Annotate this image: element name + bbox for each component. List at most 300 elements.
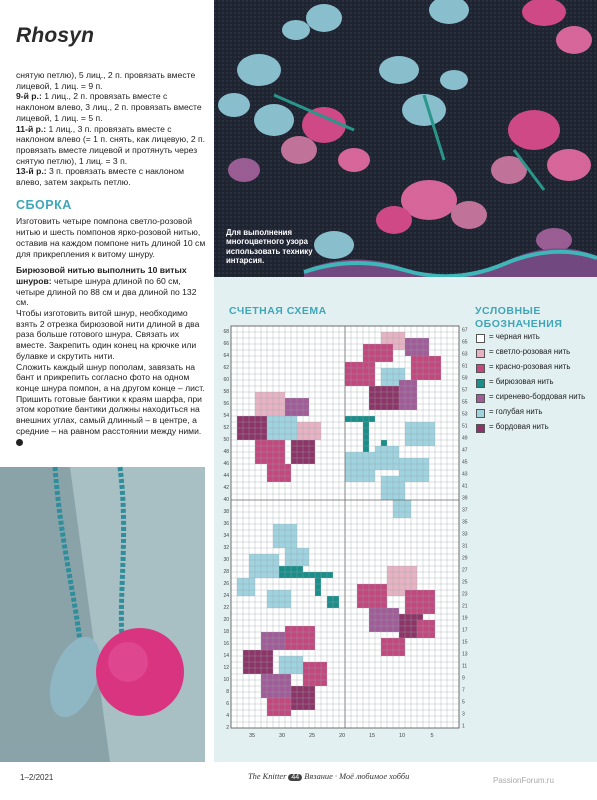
chart-cell	[255, 392, 261, 398]
legend-swatch	[476, 349, 485, 358]
chart-cell	[303, 422, 309, 428]
chart-cell	[381, 356, 387, 362]
row-label: 47	[462, 447, 468, 454]
chart-cell	[291, 428, 297, 434]
chart-cell	[267, 566, 273, 572]
instructions-paragraph: снятую петлю), 5 лиц., 2 п. провязать вместе лицевой, 1 лиц. = 9 п.	[16, 70, 196, 91]
chart-cell	[249, 578, 255, 584]
chart-cell	[297, 398, 303, 404]
chart-cell	[405, 566, 411, 572]
chart-cell	[381, 638, 387, 644]
chart-cell	[297, 704, 303, 710]
chart-cell	[399, 494, 405, 500]
chart-cell	[387, 452, 393, 458]
chart-cell	[255, 668, 261, 674]
instructions-column	[16, 70, 206, 447]
chart-cell	[237, 428, 243, 434]
chart-cell	[261, 638, 267, 644]
chart-cell	[387, 446, 393, 452]
chart-cell	[285, 686, 291, 692]
chart-cell	[393, 626, 399, 632]
chart-cell	[273, 452, 279, 458]
chart-cell	[297, 668, 303, 674]
chart-cell	[291, 560, 297, 566]
row-13-instruction: 13-й р.: 3 п. провязать вместе с наклоном влево, затем закрыть петлю.	[16, 166, 185, 188]
chart-cell	[399, 368, 405, 374]
chart-cell	[381, 464, 387, 470]
chart-cell	[405, 470, 411, 476]
chart-cell	[279, 398, 285, 404]
chart-cell	[387, 494, 393, 500]
chart-cell	[273, 434, 279, 440]
chart-cell	[369, 476, 375, 482]
chart-cell	[285, 632, 291, 638]
chart-cell	[363, 452, 369, 458]
chart-cell	[411, 356, 417, 362]
chart-cell	[393, 608, 399, 614]
chart-cell	[429, 362, 435, 368]
chart-cell	[285, 434, 291, 440]
chart-cell	[411, 440, 417, 446]
chart-cell	[291, 410, 297, 416]
row-label-left: 6	[226, 701, 229, 708]
chart-cell	[345, 416, 351, 422]
chart-cell	[411, 338, 417, 344]
row-label-left: 4	[226, 713, 229, 720]
chart-cell	[273, 680, 279, 686]
chart-cell	[429, 356, 435, 362]
chart-cell	[375, 386, 381, 392]
chart-cell	[237, 434, 243, 440]
chart-cell	[399, 644, 405, 650]
chart-cell	[267, 416, 273, 422]
chart-cell	[261, 650, 267, 656]
chart-cell	[291, 632, 297, 638]
chart-cell	[399, 566, 405, 572]
chart-cell	[393, 374, 399, 380]
chart-cell	[411, 350, 417, 356]
chart-cell	[285, 464, 291, 470]
chart-cell	[363, 590, 369, 596]
chart-cell	[381, 398, 387, 404]
chart-cell	[381, 392, 387, 398]
chart-cell	[267, 470, 273, 476]
chart-cell	[423, 422, 429, 428]
chart-cell	[303, 428, 309, 434]
chart-cell	[297, 656, 303, 662]
chart-cell	[381, 350, 387, 356]
chart-cell	[363, 350, 369, 356]
chart-cell	[285, 596, 291, 602]
chart-cell	[261, 644, 267, 650]
chart-cell	[273, 458, 279, 464]
legend-label: = бирюзовая нить	[489, 377, 554, 386]
chart-cell	[423, 590, 429, 596]
chart-cell	[363, 362, 369, 368]
chart-cell	[267, 560, 273, 566]
chart-cell	[399, 374, 405, 380]
row-label: 59	[462, 375, 468, 382]
chart-cell	[411, 590, 417, 596]
chart-cell	[363, 602, 369, 608]
chart-cell	[309, 458, 315, 464]
chart-cell	[393, 494, 399, 500]
chart-cell	[303, 644, 309, 650]
chart-cell	[297, 440, 303, 446]
chart-cell	[393, 644, 399, 650]
chart-cell	[345, 362, 351, 368]
chart-cell	[351, 416, 357, 422]
chart-cell	[387, 584, 393, 590]
chart-cell	[405, 614, 411, 620]
chart-cell	[387, 644, 393, 650]
chart-cell	[255, 554, 261, 560]
chart-cell	[321, 668, 327, 674]
chart-cell	[381, 380, 387, 386]
row-label: 57	[462, 387, 468, 394]
chart-cell	[255, 428, 261, 434]
row-label: 43	[462, 471, 468, 478]
chart-cell	[243, 656, 249, 662]
chart-cell	[363, 380, 369, 386]
chart-cell	[387, 476, 393, 482]
chart-cell	[381, 494, 387, 500]
chart-cell	[369, 386, 375, 392]
chart-cell	[435, 362, 441, 368]
chart-cell	[261, 452, 267, 458]
chart-cell	[369, 398, 375, 404]
chart-cell	[273, 698, 279, 704]
chart-cell	[417, 338, 423, 344]
chart-cell	[273, 440, 279, 446]
chart-cell	[279, 572, 285, 578]
chart-cell	[423, 440, 429, 446]
chart-cell	[261, 692, 267, 698]
row-label-left: 54	[223, 413, 229, 420]
chart-cell	[417, 602, 423, 608]
chart-cell	[327, 596, 333, 602]
chart-cell	[393, 368, 399, 374]
chart-cell	[309, 704, 315, 710]
chart-cell	[387, 626, 393, 632]
chart-cell	[315, 434, 321, 440]
chart-cell	[393, 458, 399, 464]
photo-caption: Для выполнения многоцветного узора использовать технику интарсия.	[226, 228, 313, 266]
chart-cell	[375, 350, 381, 356]
chart-cell	[297, 626, 303, 632]
chart-cell	[309, 440, 315, 446]
chart-cell	[387, 374, 393, 380]
row-label-left: 48	[223, 449, 229, 456]
chart-cell	[297, 686, 303, 692]
legend-item	[476, 423, 591, 433]
chart-cell	[303, 458, 309, 464]
chart-cell	[351, 470, 357, 476]
chart-cell	[399, 584, 405, 590]
legend-item	[476, 408, 591, 418]
chart-cell	[405, 512, 411, 518]
row-label-left: 44	[223, 473, 229, 480]
row-label-left: 14	[223, 653, 229, 660]
chart-cell	[279, 416, 285, 422]
chart-cell	[267, 692, 273, 698]
chart-cell	[369, 416, 375, 422]
chart-cell	[399, 392, 405, 398]
legend-label: = голубая нить	[489, 407, 543, 416]
chart-cell	[351, 452, 357, 458]
chart-cell	[273, 524, 279, 530]
chart-cell	[393, 614, 399, 620]
chart-cell	[273, 398, 279, 404]
chart-cell	[267, 596, 273, 602]
chart-cell	[381, 596, 387, 602]
chart-cell	[315, 662, 321, 668]
chart-cell	[405, 602, 411, 608]
chart-cell	[279, 446, 285, 452]
chart-cell	[411, 404, 417, 410]
chart-cell	[297, 446, 303, 452]
chart-cell	[309, 428, 315, 434]
chart-cell	[393, 638, 399, 644]
chart-cell	[393, 584, 399, 590]
chart-cell	[255, 566, 261, 572]
chart-cell	[267, 686, 273, 692]
chart-cell	[387, 404, 393, 410]
chart-cell	[273, 638, 279, 644]
chart-cell	[267, 650, 273, 656]
chart-cell	[309, 572, 315, 578]
chart-cell	[249, 656, 255, 662]
chart-cell	[399, 404, 405, 410]
chart-cell	[249, 422, 255, 428]
chart-cell	[411, 470, 417, 476]
chart-cell	[381, 368, 387, 374]
chart-cell	[363, 596, 369, 602]
row-label-left: 32	[223, 545, 229, 552]
legend-item	[476, 348, 591, 358]
chart-cell	[357, 602, 363, 608]
chart-cell	[303, 554, 309, 560]
chart-cell	[291, 536, 297, 542]
chart-cell	[369, 452, 375, 458]
chart-cell	[261, 632, 267, 638]
chart-cell	[243, 422, 249, 428]
chart-cell	[267, 428, 273, 434]
row-label-left: 60	[223, 377, 229, 384]
chart-cell	[267, 638, 273, 644]
chart-cell	[279, 536, 285, 542]
chart-cell	[333, 602, 339, 608]
chart-cell	[411, 344, 417, 350]
chart-cell	[273, 410, 279, 416]
chart-cell	[279, 632, 285, 638]
chart-cell	[405, 464, 411, 470]
chart-cell	[267, 554, 273, 560]
chart-cell	[267, 446, 273, 452]
legend-title: УСЛОВНЫЕ ОБОЗНАЧЕНИЯ	[475, 305, 563, 330]
chart-cell	[249, 668, 255, 674]
chart-cell	[309, 644, 315, 650]
row-label: 41	[462, 483, 468, 490]
chart-cell	[285, 656, 291, 662]
chart-cell	[405, 386, 411, 392]
row-label: 17	[462, 627, 468, 634]
chart-cell	[363, 374, 369, 380]
section-heading: СБОРКА	[16, 197, 72, 212]
row-label: 49	[462, 435, 468, 442]
chart-cell	[387, 578, 393, 584]
chart-cell	[261, 428, 267, 434]
chart-cell	[363, 446, 369, 452]
chart-cell	[429, 626, 435, 632]
chart-cell	[423, 368, 429, 374]
chart-cell	[249, 560, 255, 566]
chart-cell	[411, 608, 417, 614]
chart-cell	[273, 392, 279, 398]
chart-cell	[423, 620, 429, 626]
chart-cell	[291, 662, 297, 668]
chart-cell	[279, 530, 285, 536]
chart-cell	[267, 590, 273, 596]
row-label-left: 24	[223, 593, 229, 600]
chart-cell	[285, 572, 291, 578]
chart-cell	[279, 464, 285, 470]
chart-cell	[273, 476, 279, 482]
chart-cell	[411, 368, 417, 374]
row-label: 11	[462, 663, 468, 670]
chart-cell	[243, 662, 249, 668]
chart-cell	[267, 710, 273, 716]
chart-cell	[285, 710, 291, 716]
chart-cell	[291, 554, 297, 560]
chart-cell	[273, 422, 279, 428]
chart-cell	[291, 524, 297, 530]
chart-cell	[273, 404, 279, 410]
chart-cell	[309, 662, 315, 668]
chart-cell	[255, 662, 261, 668]
column-label: 35	[248, 733, 256, 739]
chart-cell	[375, 398, 381, 404]
chart-cell	[381, 476, 387, 482]
chart-cell	[303, 446, 309, 452]
chart-cell	[267, 632, 273, 638]
chart-cell	[411, 476, 417, 482]
chart-cell	[411, 464, 417, 470]
chart-cell	[405, 632, 411, 638]
chart-cell	[273, 686, 279, 692]
column-label: 20	[338, 733, 346, 739]
chart-cell	[411, 422, 417, 428]
row-label: 7	[462, 687, 465, 694]
chart-cell	[303, 692, 309, 698]
chart-cell	[393, 464, 399, 470]
chart-cell	[345, 452, 351, 458]
counting-chart	[223, 323, 473, 768]
chart-cell	[297, 428, 303, 434]
chart-cell	[381, 644, 387, 650]
legend	[476, 333, 591, 438]
chart-cell	[321, 680, 327, 686]
chart-cell	[279, 692, 285, 698]
chart-cell	[285, 560, 291, 566]
assembly-paragraph: Изготовить четыре помпона светло-розовой нитью и шесть помпонов ярко-розовой нитью, оставив на каждом помпоне нить длиной 10 см для прикрепления к витому шнуру.	[16, 216, 206, 259]
row-label: 27	[462, 567, 468, 574]
chart-cell	[387, 368, 393, 374]
chart-cell	[429, 596, 435, 602]
chart-cell	[357, 584, 363, 590]
chart-cell	[249, 590, 255, 596]
row-label-left: 58	[223, 389, 229, 396]
legend-label: = бордовая нить	[489, 422, 549, 431]
chart-cell	[273, 590, 279, 596]
chart-cell	[429, 440, 435, 446]
chart-cell	[369, 614, 375, 620]
chart-cell	[279, 596, 285, 602]
row-label-left: 2	[226, 725, 229, 732]
chart-cell	[267, 422, 273, 428]
chart-cell	[285, 566, 291, 572]
chart-cell	[267, 476, 273, 482]
chart-cell	[303, 662, 309, 668]
chart-cell	[351, 374, 357, 380]
chart-cell	[393, 332, 399, 338]
row-label: 51	[462, 423, 468, 430]
chart-cell	[279, 638, 285, 644]
chart-cell	[279, 476, 285, 482]
chart-cell	[315, 578, 321, 584]
chart-cell	[369, 380, 375, 386]
chart-cell	[291, 686, 297, 692]
chart-cell	[303, 632, 309, 638]
chart-cell	[285, 398, 291, 404]
chart-cell	[291, 572, 297, 578]
chart-cell	[291, 548, 297, 554]
chart-cell	[405, 380, 411, 386]
chart-cell	[363, 476, 369, 482]
chart-cell	[357, 476, 363, 482]
chart-cell	[363, 344, 369, 350]
page-number: 44	[288, 774, 302, 781]
chart-cell	[285, 674, 291, 680]
chart-cell	[291, 452, 297, 458]
chart-cell	[363, 470, 369, 476]
chart-cell	[273, 566, 279, 572]
footer-magazine: The Knitter 44 Вязание · Моё любимое хобби	[248, 772, 410, 781]
chart-cell	[423, 470, 429, 476]
chart-cell	[303, 674, 309, 680]
chart-cell	[273, 446, 279, 452]
watermark: PassionForum.ru	[493, 776, 554, 785]
chart-cell	[261, 686, 267, 692]
row-label: 39	[462, 495, 468, 502]
chart-cell	[357, 596, 363, 602]
chart-cell	[399, 464, 405, 470]
chart-cell	[399, 344, 405, 350]
chart-cell	[291, 446, 297, 452]
chart-cell	[387, 614, 393, 620]
chart-cell	[273, 554, 279, 560]
chart-cell	[279, 440, 285, 446]
row-9-instruction: 9-й р.: 1 лиц., 2 п. провязать вместе с наклоном влево, 3 лиц., 2 п. провязать вместе лицевой, 1 лиц. = 5 п.	[16, 91, 202, 123]
chart-cell	[411, 458, 417, 464]
chart-cell	[423, 374, 429, 380]
chart-cell	[381, 614, 387, 620]
chart-cell	[309, 452, 315, 458]
row-label: 21	[462, 603, 468, 610]
row-label-left: 30	[223, 557, 229, 564]
chart-cell	[267, 680, 273, 686]
chart-cell	[435, 356, 441, 362]
